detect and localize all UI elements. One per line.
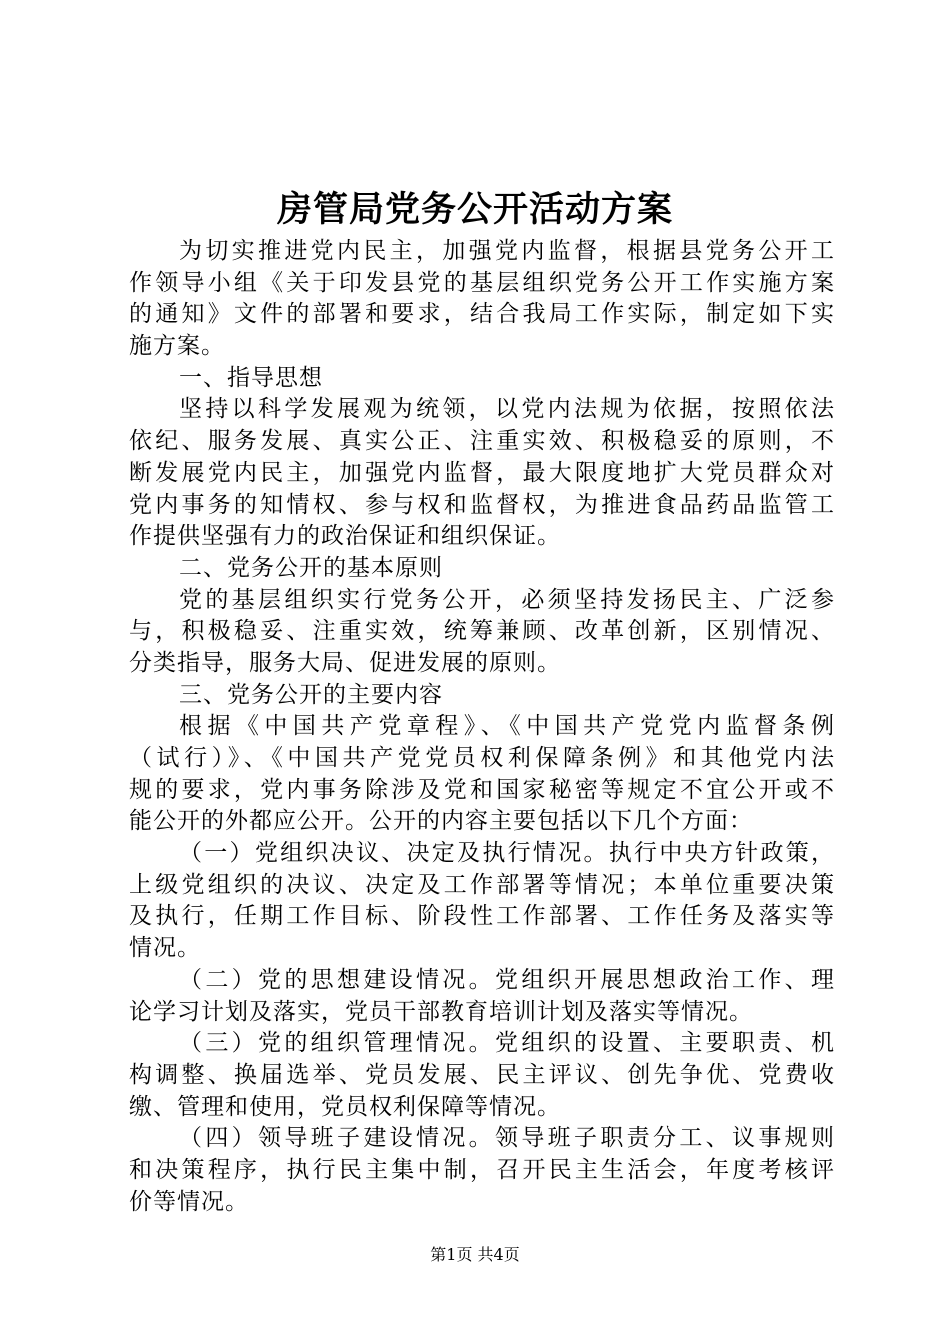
paragraph-line: 党内事务的知情权、参与权和监督权，为推进食品药品监管工 [129, 491, 835, 518]
paragraph-line: 和决策程序，执行民主集中制，召开民主生活会，年度考核评 [129, 1156, 835, 1183]
paragraph-line: （三）党的组织管理情况。党组织的设置、主要职责、机 [179, 1030, 835, 1057]
document-title: 房管局党务公开活动方案 [276, 189, 673, 230]
paragraph-line: 为切实推进党内民主，加强党内监督，根据县党务公开工 [179, 238, 835, 264]
paragraph-line: 与，积极稳妥、注重实效，统筹兼顾、改革创新，区别情况、 [129, 618, 835, 645]
paragraph-line: 能公开的外都应公开。公开的内容主要包括以下几个方面： [129, 808, 753, 835]
document-body [129, 236, 835, 1218]
paragraph-line: 党的基层组织实行党务公开，必须坚持发扬民主、广泛参 [179, 586, 835, 613]
paragraph-line: 分类指导，服务大局、促进发展的原则。 [129, 649, 561, 676]
paragraph-line: 依纪、服务发展、真实公正、注重实效、积极稳妥的原则，不 [129, 428, 835, 455]
paragraph-line: （试行）》、《中国共产党党员权利保障条例》和其他党内法 [129, 745, 835, 771]
paragraph-line: 构调整、换届选举、党员发展、民主评议、创先争优、党费收 [129, 1061, 835, 1088]
paragraph-line: 一、指导思想 [179, 364, 323, 391]
paragraph-line: 上级党组织的决议、决定及工作部署等情况；本单位重要决策 [129, 871, 835, 898]
paragraph-line: 二、党务公开的基本原则 [179, 554, 443, 581]
paragraph-line: （四）领导班子建设情况。领导班子职责分工、议事规则 [179, 1125, 835, 1152]
paragraph-line: 论学习计划及落实，党员干部教育培训计划及落实等情况。 [129, 998, 753, 1025]
paragraph-line: 根据《中国共产党章程》、《中国共产党党内监督条例 [179, 713, 835, 740]
paragraph-line: 施方案。 [129, 333, 225, 360]
paragraph-line: 的通知》文件的部署和要求，结合我局工作实际，制定如下实 [129, 301, 835, 328]
page-number-footer: 第1页 共4页 [430, 1245, 520, 1264]
paragraph-line: 缴、管理和使用，党员权利保障等情况。 [129, 1093, 561, 1120]
paragraph-line: （二）党的思想建设情况。党组织开展思想政治工作、理 [179, 966, 835, 993]
paragraph-line: 及执行，任期工作目标、阶段性工作部署、工作任务及落实等 [129, 903, 835, 930]
paragraph-line: 作提供坚强有力的政治保证和组织保证。 [129, 523, 561, 550]
paragraph-line: 坚持以科学发展观为统领，以党内法规为依据，按照依法 [179, 396, 835, 423]
paragraph-line: 三、党务公开的主要内容 [179, 681, 443, 708]
paragraph-line: 作领导小组《关于印发县党的基层组织党务公开工作实施方案 [129, 269, 835, 296]
paragraph-line: 断发展党内民主，加强党内监督，最大限度地扩大党员群众对 [129, 459, 835, 486]
paragraph-line: 规的要求，党内事务除涉及党和国家秘密等规定不宜公开或不 [129, 776, 835, 803]
paragraph-line: 价等情况。 [129, 1188, 249, 1215]
paragraph-line: （一）党组织决议、决定及执行情况。执行中央方针政策， [179, 840, 835, 867]
paragraph-line: 情况。 [129, 935, 201, 962]
